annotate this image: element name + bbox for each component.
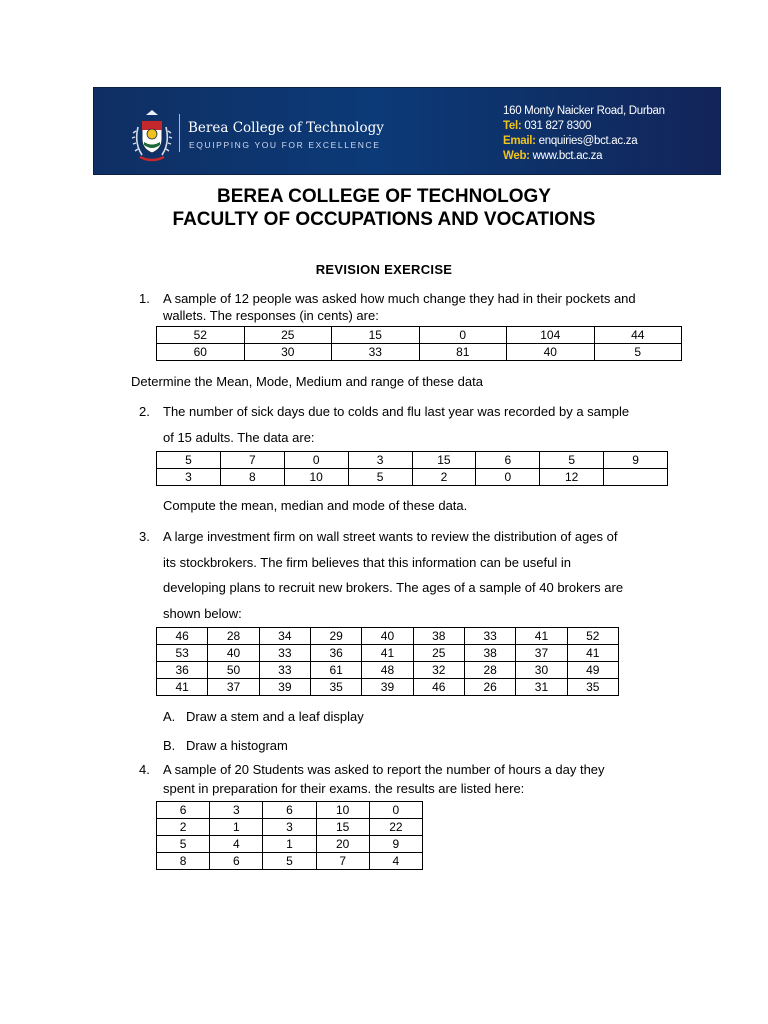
question-3a-label: A.: [163, 709, 176, 724]
question-3b-text: Draw a histogram: [186, 738, 288, 753]
table-cell: 61: [310, 662, 361, 679]
table-cell: 7: [220, 452, 284, 469]
table-cell: 15: [332, 327, 420, 344]
table-cell: 39: [259, 679, 310, 696]
table-cell: 52: [567, 628, 618, 645]
table-cell: 50: [208, 662, 259, 679]
question-3-number: 3.: [139, 529, 150, 544]
table-cell: 38: [464, 645, 515, 662]
table-cell: 35: [567, 679, 618, 696]
table-row: [157, 645, 619, 662]
table-row: [157, 836, 423, 853]
table-cell: 46: [413, 679, 464, 696]
question-1-instruction: Determine the Mean, Mode, Medium and range of these data: [131, 374, 483, 389]
college-tagline: EQUIPPING YOU FOR EXCELLENCE: [189, 140, 381, 150]
table-cell: 0: [369, 802, 422, 819]
table-cell: 81: [419, 344, 507, 361]
question-2-number: 2.: [139, 404, 150, 419]
contact-web: [503, 150, 602, 162]
table-cell: 15: [316, 819, 369, 836]
web-label: Web:: [503, 150, 530, 162]
tel-value: 031 827 8300: [524, 120, 592, 132]
question-1-data-table: [156, 326, 682, 361]
document-title: BEREA COLLEGE OF TECHNOLOGY: [217, 186, 551, 207]
table-cell: 39: [362, 679, 413, 696]
table-cell: 10: [316, 802, 369, 819]
email-label: Email:: [503, 135, 536, 147]
table-row: [157, 452, 668, 469]
table-cell: 4: [369, 853, 422, 870]
table-cell: 5: [157, 452, 221, 469]
table-cell: [604, 469, 668, 486]
table-cell: 7: [316, 853, 369, 870]
table-cell: 36: [310, 645, 361, 662]
table-cell: 60: [157, 344, 245, 361]
tel-label: Tel:: [503, 120, 522, 132]
question-2-data-table: [156, 451, 668, 486]
question-2-line-2: of 15 adults. The data are:: [163, 430, 315, 445]
table-cell: 33: [464, 628, 515, 645]
contact-tel: [503, 120, 591, 132]
table-cell: 22: [369, 819, 422, 836]
table-cell: 2: [412, 469, 476, 486]
table-cell: 28: [464, 662, 515, 679]
table-row: [157, 662, 619, 679]
table-cell: 52: [157, 327, 245, 344]
question-2-instruction: Compute the mean, median and mode of these data.: [163, 498, 468, 513]
table-cell: 12: [540, 469, 604, 486]
question-3b-label: B.: [163, 738, 176, 753]
table-cell: 25: [244, 327, 332, 344]
logo-divider: [179, 114, 180, 152]
table-cell: 2: [157, 819, 210, 836]
table-cell: 6: [476, 452, 540, 469]
table-cell: 30: [244, 344, 332, 361]
table-row: [157, 327, 682, 344]
table-cell: 33: [259, 662, 310, 679]
table-cell: 28: [208, 628, 259, 645]
table-cell: 41: [567, 645, 618, 662]
question-3-line-4: shown below:: [163, 606, 242, 621]
table-cell: 40: [208, 645, 259, 662]
table-cell: 6: [210, 853, 263, 870]
table-cell: 3: [157, 469, 221, 486]
question-3-data-table: [156, 627, 619, 696]
table-cell: 37: [208, 679, 259, 696]
faculty-title: FACULTY OF OCCUPATIONS AND VOCATIONS: [172, 209, 596, 230]
question-3-line-3: developing plans to recruit new brokers. The ages of a sample of 40 brokers are: [163, 580, 624, 595]
question-2-line-1: The number of sick days due to colds and flu last year was recorded by a sample: [163, 404, 630, 419]
question-4-number: 4.: [139, 762, 150, 777]
table-cell: 5: [348, 469, 412, 486]
table-row: [157, 344, 682, 361]
table-cell: 38: [413, 628, 464, 645]
table-cell: 5: [157, 836, 210, 853]
question-1-number: 1.: [139, 291, 150, 306]
table-cell: 3: [210, 802, 263, 819]
table-cell: 48: [362, 662, 413, 679]
table-cell: 53: [157, 645, 208, 662]
table-cell: 3: [348, 452, 412, 469]
table-cell: 4: [210, 836, 263, 853]
table-cell: 49: [567, 662, 618, 679]
table-cell: 41: [157, 679, 208, 696]
table-cell: 30: [516, 662, 567, 679]
table-cell: 46: [157, 628, 208, 645]
exercise-subtitle: REVISION EXERCISE: [315, 262, 453, 277]
table-cell: 0: [419, 327, 507, 344]
contact-email: [503, 135, 637, 147]
college-crest-logo: [130, 107, 174, 163]
table-cell: 5: [540, 452, 604, 469]
email-value: enquiries@bct.ac.za: [538, 135, 638, 147]
table-cell: 36: [157, 662, 208, 679]
address-text: 160 Monty Naicker Road, Durban: [503, 105, 665, 117]
contact-address: [503, 105, 665, 117]
table-cell: 6: [157, 802, 210, 819]
table-cell: 6: [263, 802, 316, 819]
table-cell: 26: [464, 679, 515, 696]
table-cell: 0: [284, 452, 348, 469]
table-cell: 1: [210, 819, 263, 836]
web-value: www.bct.ac.za: [532, 150, 603, 162]
college-name: Berea College of Technology: [188, 120, 384, 136]
question-3a-text: Draw a stem and a leaf display: [186, 709, 364, 724]
table-cell: 1: [263, 836, 316, 853]
table-cell: 20: [316, 836, 369, 853]
table-cell: 31: [516, 679, 567, 696]
table-cell: 37: [516, 645, 567, 662]
question-1-line-1: A sample of 12 people was asked how much change they had in their pockets and: [163, 291, 636, 306]
table-cell: 9: [604, 452, 668, 469]
table-cell: 8: [220, 469, 284, 486]
table-cell: 5: [263, 853, 316, 870]
table-cell: 104: [507, 327, 595, 344]
question-1-line-2: wallets. The responses (in cents) are:: [163, 308, 379, 323]
table-row: [157, 679, 619, 696]
table-cell: 9: [369, 836, 422, 853]
table-cell: 40: [362, 628, 413, 645]
question-4-line-1: A sample of 20 Students was asked to report the number of hours a day they: [163, 762, 605, 777]
question-4-data-table: [156, 801, 423, 870]
header-banner: [93, 87, 721, 175]
table-row: [157, 628, 619, 645]
table-cell: 35: [310, 679, 361, 696]
table-cell: 5: [594, 344, 682, 361]
table-cell: 34: [259, 628, 310, 645]
table-cell: 40: [507, 344, 595, 361]
table-cell: 41: [362, 645, 413, 662]
table-cell: 10: [284, 469, 348, 486]
table-cell: 15: [412, 452, 476, 469]
table-cell: 25: [413, 645, 464, 662]
table-row: [157, 469, 668, 486]
table-row: [157, 853, 423, 870]
table-cell: 8: [157, 853, 210, 870]
question-3-line-2: its stockbrokers. The firm believes that this information can be useful in: [163, 555, 572, 570]
table-cell: 32: [413, 662, 464, 679]
question-4-line-2: spent in preparation for their exams. the results are listed here:: [163, 781, 525, 796]
question-3-line-1: A large investment firm on wall street wants to review the distribution of ages of: [163, 529, 618, 544]
table-row: [157, 819, 423, 836]
table-cell: 41: [516, 628, 567, 645]
table-cell: 33: [259, 645, 310, 662]
table-cell: 44: [594, 327, 682, 344]
table-cell: 3: [263, 819, 316, 836]
table-cell: 29: [310, 628, 361, 645]
table-row: [157, 802, 423, 819]
table-cell: 0: [476, 469, 540, 486]
table-cell: 33: [332, 344, 420, 361]
